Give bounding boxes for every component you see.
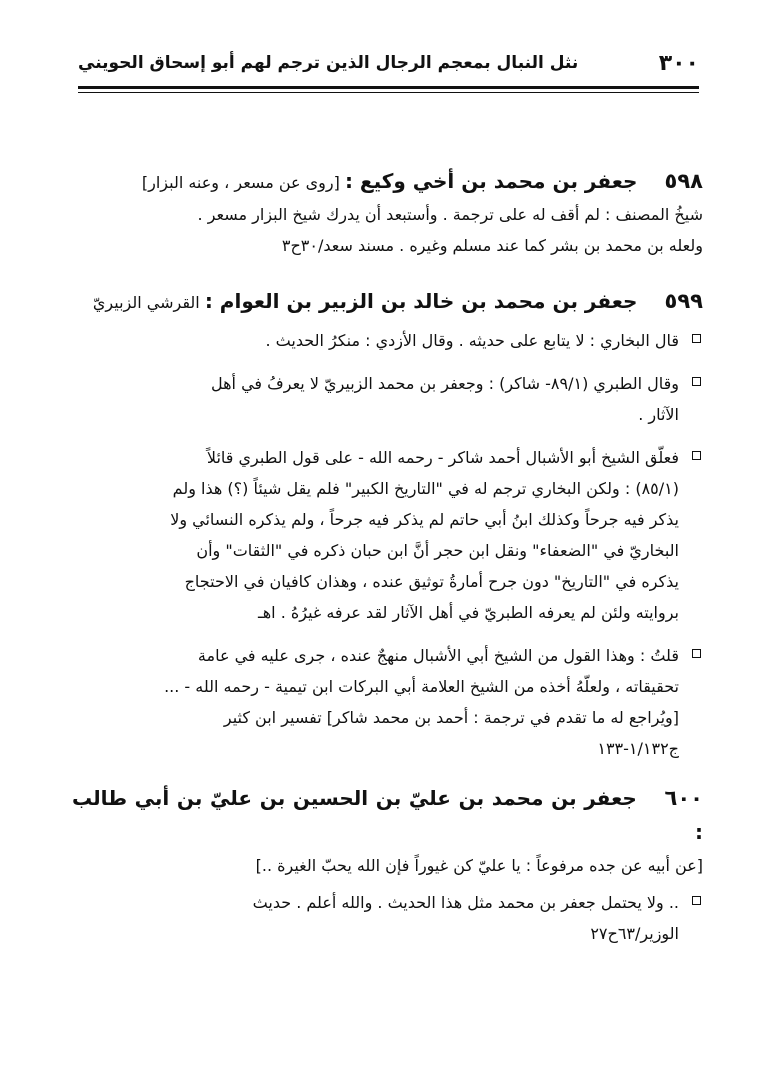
entry-text-line: [روى عن مسعر ، وعنه البزار]: [141, 173, 340, 192]
entry-599: [72, 285, 703, 764]
running-header: [78, 46, 699, 80]
entry-number: ٦٠٠: [664, 786, 703, 810]
list-item: [72, 887, 703, 949]
item-text-line: يذكر فيه جرحاً وكذلك ابنُ أبي حاتم لم يذكر فيه جرحاً ، ولم يذكره النسائي ولا: [170, 510, 679, 529]
entry-text-line: شيخُ المصنف : لم أقف له على ترجمة . وأستبعد أن يدرك شيخ البزار مسعر .: [197, 205, 703, 224]
item-text-line: الآثار .: [638, 405, 679, 424]
entry-heading: [72, 285, 703, 319]
item-text-line: ج١/١٣٢-١٣٣: [597, 739, 679, 758]
item-text-line: قلتُ : وهذا القول من الشيخ أبي الأشبال منهجٌ عنده ، جرى عليه في عامة: [197, 646, 679, 665]
square-bullet-icon: [692, 649, 701, 658]
item-text-line: وقال الطبري (٨٩/١- شاكر) : وجعفر بن محمد الزبيريّ لا يعرفُ في أهل: [211, 374, 679, 393]
entry-name: جعفر بن محمد بن عليّ بن الحسين بن عليّ بن أبي طالب :: [72, 786, 703, 844]
entry-text-line: [عن أبيه عن جده مرفوعاً : يا عليّ كن غيوراً فإن الله يحبّ الغيرة ..]: [255, 856, 703, 875]
square-bullet-icon: [692, 334, 701, 343]
list-item: [72, 640, 703, 764]
entry-heading: [72, 165, 703, 199]
entry-name: جعفر بن محمد بن أخي وكيع :: [344, 169, 638, 193]
item-text-line: البخاريّ في "الضعفاء" ونقل ابن حجر أنَّ ابن حبان ذكره في "الثقات" وأن: [196, 541, 679, 560]
item-text-line: فعلّق الشيخ أبو الأشبال أحمد شاكر - رحمه الله - على قول الطبري قائلاً: [206, 448, 679, 467]
page-content: [72, 165, 703, 961]
square-bullet-icon: [692, 377, 701, 386]
item-text-line: يذكره في "التاريخ" دون جرح أمارةُ توثيق عنده ، وهذان كافيان في الاحتجاج: [184, 572, 679, 591]
item-text-line: بروايته ولئن لم يعرفه الطبريّ في أهل الآثار لقد عرفه غيرُهُ . اهـ: [258, 603, 679, 622]
entry-number: ٥٩٨: [664, 169, 703, 193]
list-item: [72, 368, 703, 430]
item-text-line: [ويُراجع له ما تقدم في ترجمة : أحمد بن محمد شاكر] تفسير ابن كثير: [223, 708, 679, 727]
item-text-line: الوزير/٦٣ح٢٧: [590, 924, 679, 943]
square-bullet-icon: [692, 451, 701, 460]
item-text-line: تحقيقاته ، ولعلّهُ أخذه من الشيخ العلامة أبي البركات ابن تيمية - رحمه الله - ...: [164, 677, 679, 696]
book-title: نثل النبال بمعجم الرجال الذين ترجم لهم أبو إسحاق الحويني: [78, 53, 579, 73]
header-rule: [78, 86, 699, 89]
page-number: ٣٠٠: [658, 50, 699, 76]
list-item: [72, 442, 703, 628]
header-rule-thin: [78, 92, 699, 93]
list-item: [72, 325, 703, 356]
entry-598: [72, 165, 703, 261]
entry-name: جعفر بن محمد بن خالد بن الزبير بن العوام :: [204, 289, 638, 313]
item-text-line: .. ولا يحتمل جعفر بن محمد مثل هذا الحديث . والله أعلم . حديث: [252, 893, 679, 912]
entry-text-line: ولعله بن محمد بن بشر كما عند مسلم وغيره . مسند سعد/٣٠ح٣: [281, 236, 703, 255]
item-text-line: قال البخاري : لا يتابع على حديثه . وقال الأزدي : منكرُ الحديث .: [265, 331, 679, 350]
entry-600: [72, 782, 703, 949]
entry-heading: [72, 782, 703, 850]
entry-number: ٥٩٩: [664, 289, 703, 313]
item-text-line: (٨٥/١) : ولكن البخاري ترجم له في "التاريخ الكبير" فلم يقل شيئاً (؟) هذا ولم: [172, 479, 679, 498]
square-bullet-icon: [692, 896, 701, 905]
entry-tail: القرشي الزبيريّ: [92, 293, 200, 312]
